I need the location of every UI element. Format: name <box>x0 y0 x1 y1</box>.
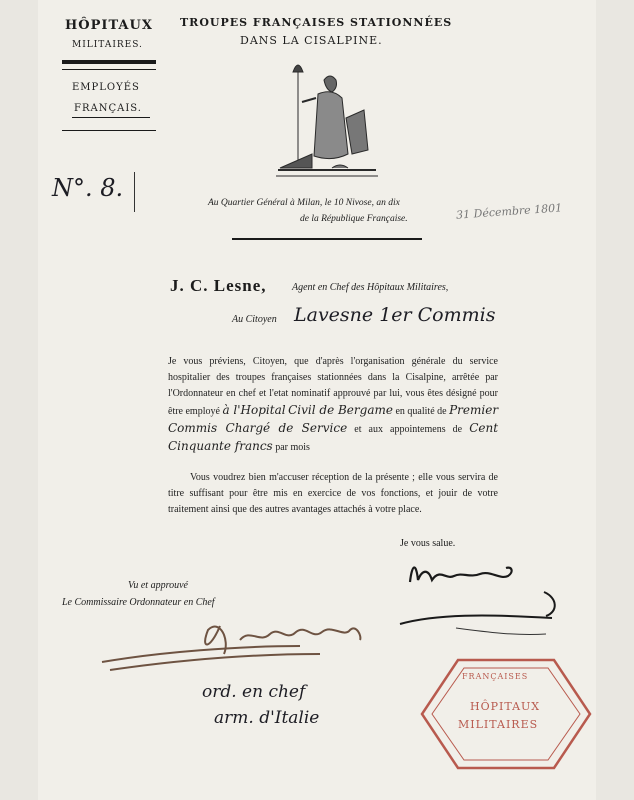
employes-heading: EMPLOYÉS <box>72 82 140 93</box>
body-p1-salary-label: et aux appointemens de <box>354 424 463 435</box>
fill-salary: Cent Cinquante francs <box>168 421 499 453</box>
letter-body-p1 <box>168 354 498 456</box>
approval-line1: Vu et approuvé <box>128 580 188 591</box>
letter-body-p2 <box>168 470 498 518</box>
hopitaux-heading: HÔPITAUX <box>65 18 153 33</box>
dateline-line2: de la République Française. <box>300 214 408 224</box>
troupes-heading: TROUPES FRANÇAISES STATIONNÉES <box>180 16 453 29</box>
number-bracket <box>128 172 135 212</box>
approval-line2: Le Commissaire Ordonnateur en Chef <box>62 597 215 608</box>
sender-name: J. C. Lesne, <box>170 276 267 295</box>
fill-place-1: à l'Hopital <box>222 403 286 417</box>
signature-flourish <box>396 584 566 644</box>
body-p1-period: par mois <box>275 442 310 453</box>
annotation-line1: ord. en chef <box>202 682 306 702</box>
francais-underline <box>72 117 150 118</box>
stamp-militaires: MILITAIRES <box>458 718 539 731</box>
body-p2-text: Vous voudrez bien m'accuser réception de la présente ; elle vous servira de titre suffisant pour être mis en exercice de vos fonctions, et jouir de votre traitement ainsi que des autres avantages attachés à votre place. <box>168 472 498 515</box>
left-block-rule <box>62 130 156 131</box>
body-p1-role-label: en qualité de <box>395 406 447 417</box>
commissaire-signature <box>100 610 390 680</box>
body-p1-text: Je vous préviens, Citoyen, que d'après l'organisation générale du service hospitalier des troupes françaises stationnées dans la Cisalpine, arrêtée par l'Ordonnateur en chef et l'etat nominatif approuvé par lui, vous êtes désigné pour être employé <box>168 356 498 417</box>
addressee-name: Lavesne 1er Commis <box>294 304 496 326</box>
addressee-label: Au Citoyen <box>232 314 277 325</box>
liberty-vignette <box>272 58 382 188</box>
dateline-rule <box>232 238 422 240</box>
document-number: N°. 8. <box>52 174 124 202</box>
cisalpine-heading: DANS LA CISALPINE. <box>240 34 383 47</box>
header-rule-thick <box>62 60 156 64</box>
militaires-heading: MILITAIRES. <box>72 40 143 50</box>
closing-salutation: Je vous salue. <box>400 538 456 549</box>
francais-heading: FRANÇAIS. <box>74 103 142 114</box>
stamp-hopitaux: HÔPITAUX <box>470 700 541 713</box>
date-margin-note: 31 Décembre 1801 <box>455 201 563 222</box>
header-rule-thin <box>62 69 156 70</box>
fill-role: Premier Commis Chargé de Service <box>168 403 499 435</box>
stamp-top-text: FRANÇAISES <box>462 672 529 681</box>
sender-title: Agent en Chef des Hôpitaux Militaires, <box>292 282 449 293</box>
annotation-line2: arm. d'Italie <box>214 708 320 728</box>
fill-place-2: Civil de Bergame <box>288 403 393 417</box>
dateline-line1: Au Quartier Général à Milan, le 10 Nivose, an dix <box>208 198 400 208</box>
